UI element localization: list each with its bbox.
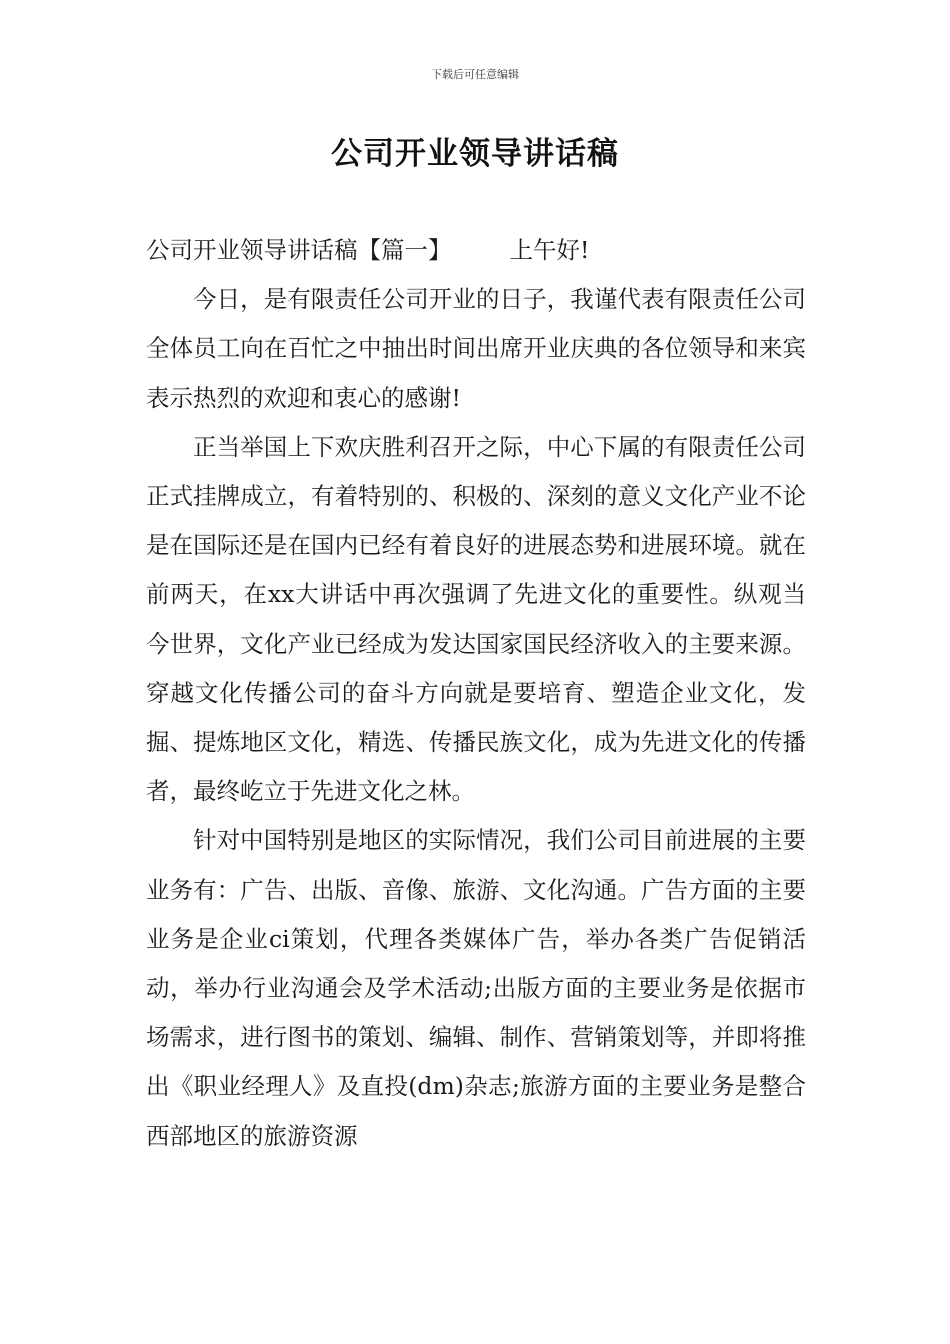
paragraph-3: 针对中国特别是地区的实际情况，我们公司目前进展的主要业务有：广告、出版、音像、旅游、文化沟通。广告方面的主要业务是企业ci策划，代理各类媒体广告，举办各类广告促销活动，举办行业沟通会及学术活动;出版方面的主要业务是依据市场需求，进行图书的策划、编辑、制作、营销策划等，并即将推出《职业经理人》及直投(dm)杂志;旅游方面的主要业务是整合西部地区的旅游资源 — [146, 826, 806, 1150]
page-header-note: 下载后可任意编辑 — [431, 68, 519, 81]
section-heading-line — [146, 226, 806, 275]
document-body — [146, 226, 806, 1161]
paragraph-2: 正当举国上下欢庆胜利召开之际，中心下属的有限责任公司正式挂牌成立，有着特别的、积极的、深刻的意义文化产业不论是在国际还是在国内已经有着良好的进展态势和进展环境。就在前两天，在xx大讲话中再次强调了先进文化的重要性。纵观当今世界，文化产业已经成为发达国家国民经济收入的主要来源。穿越文化传播公司的奋斗方向就是要培育、塑造企业文化，发掘、提炼地区文化，精选、传播民族文化，成为先进文化的传播者，最终屹立于先进文化之林。 — [146, 432, 806, 806]
section-heading: 公司开业领导讲话稿【篇一】 — [146, 236, 452, 264]
paragraph-1: 今日，是有限责任公司开业的日子，我谨代表有限责任公司全体员工向在百忙之中抽出时间出席开业庆典的各位领导和来宾表示热烈的欢迎和衷心的感谢! — [146, 285, 806, 412]
greeting: 上午好! — [509, 236, 590, 264]
document-title: 公司开业领导讲话稿 — [331, 136, 619, 172]
